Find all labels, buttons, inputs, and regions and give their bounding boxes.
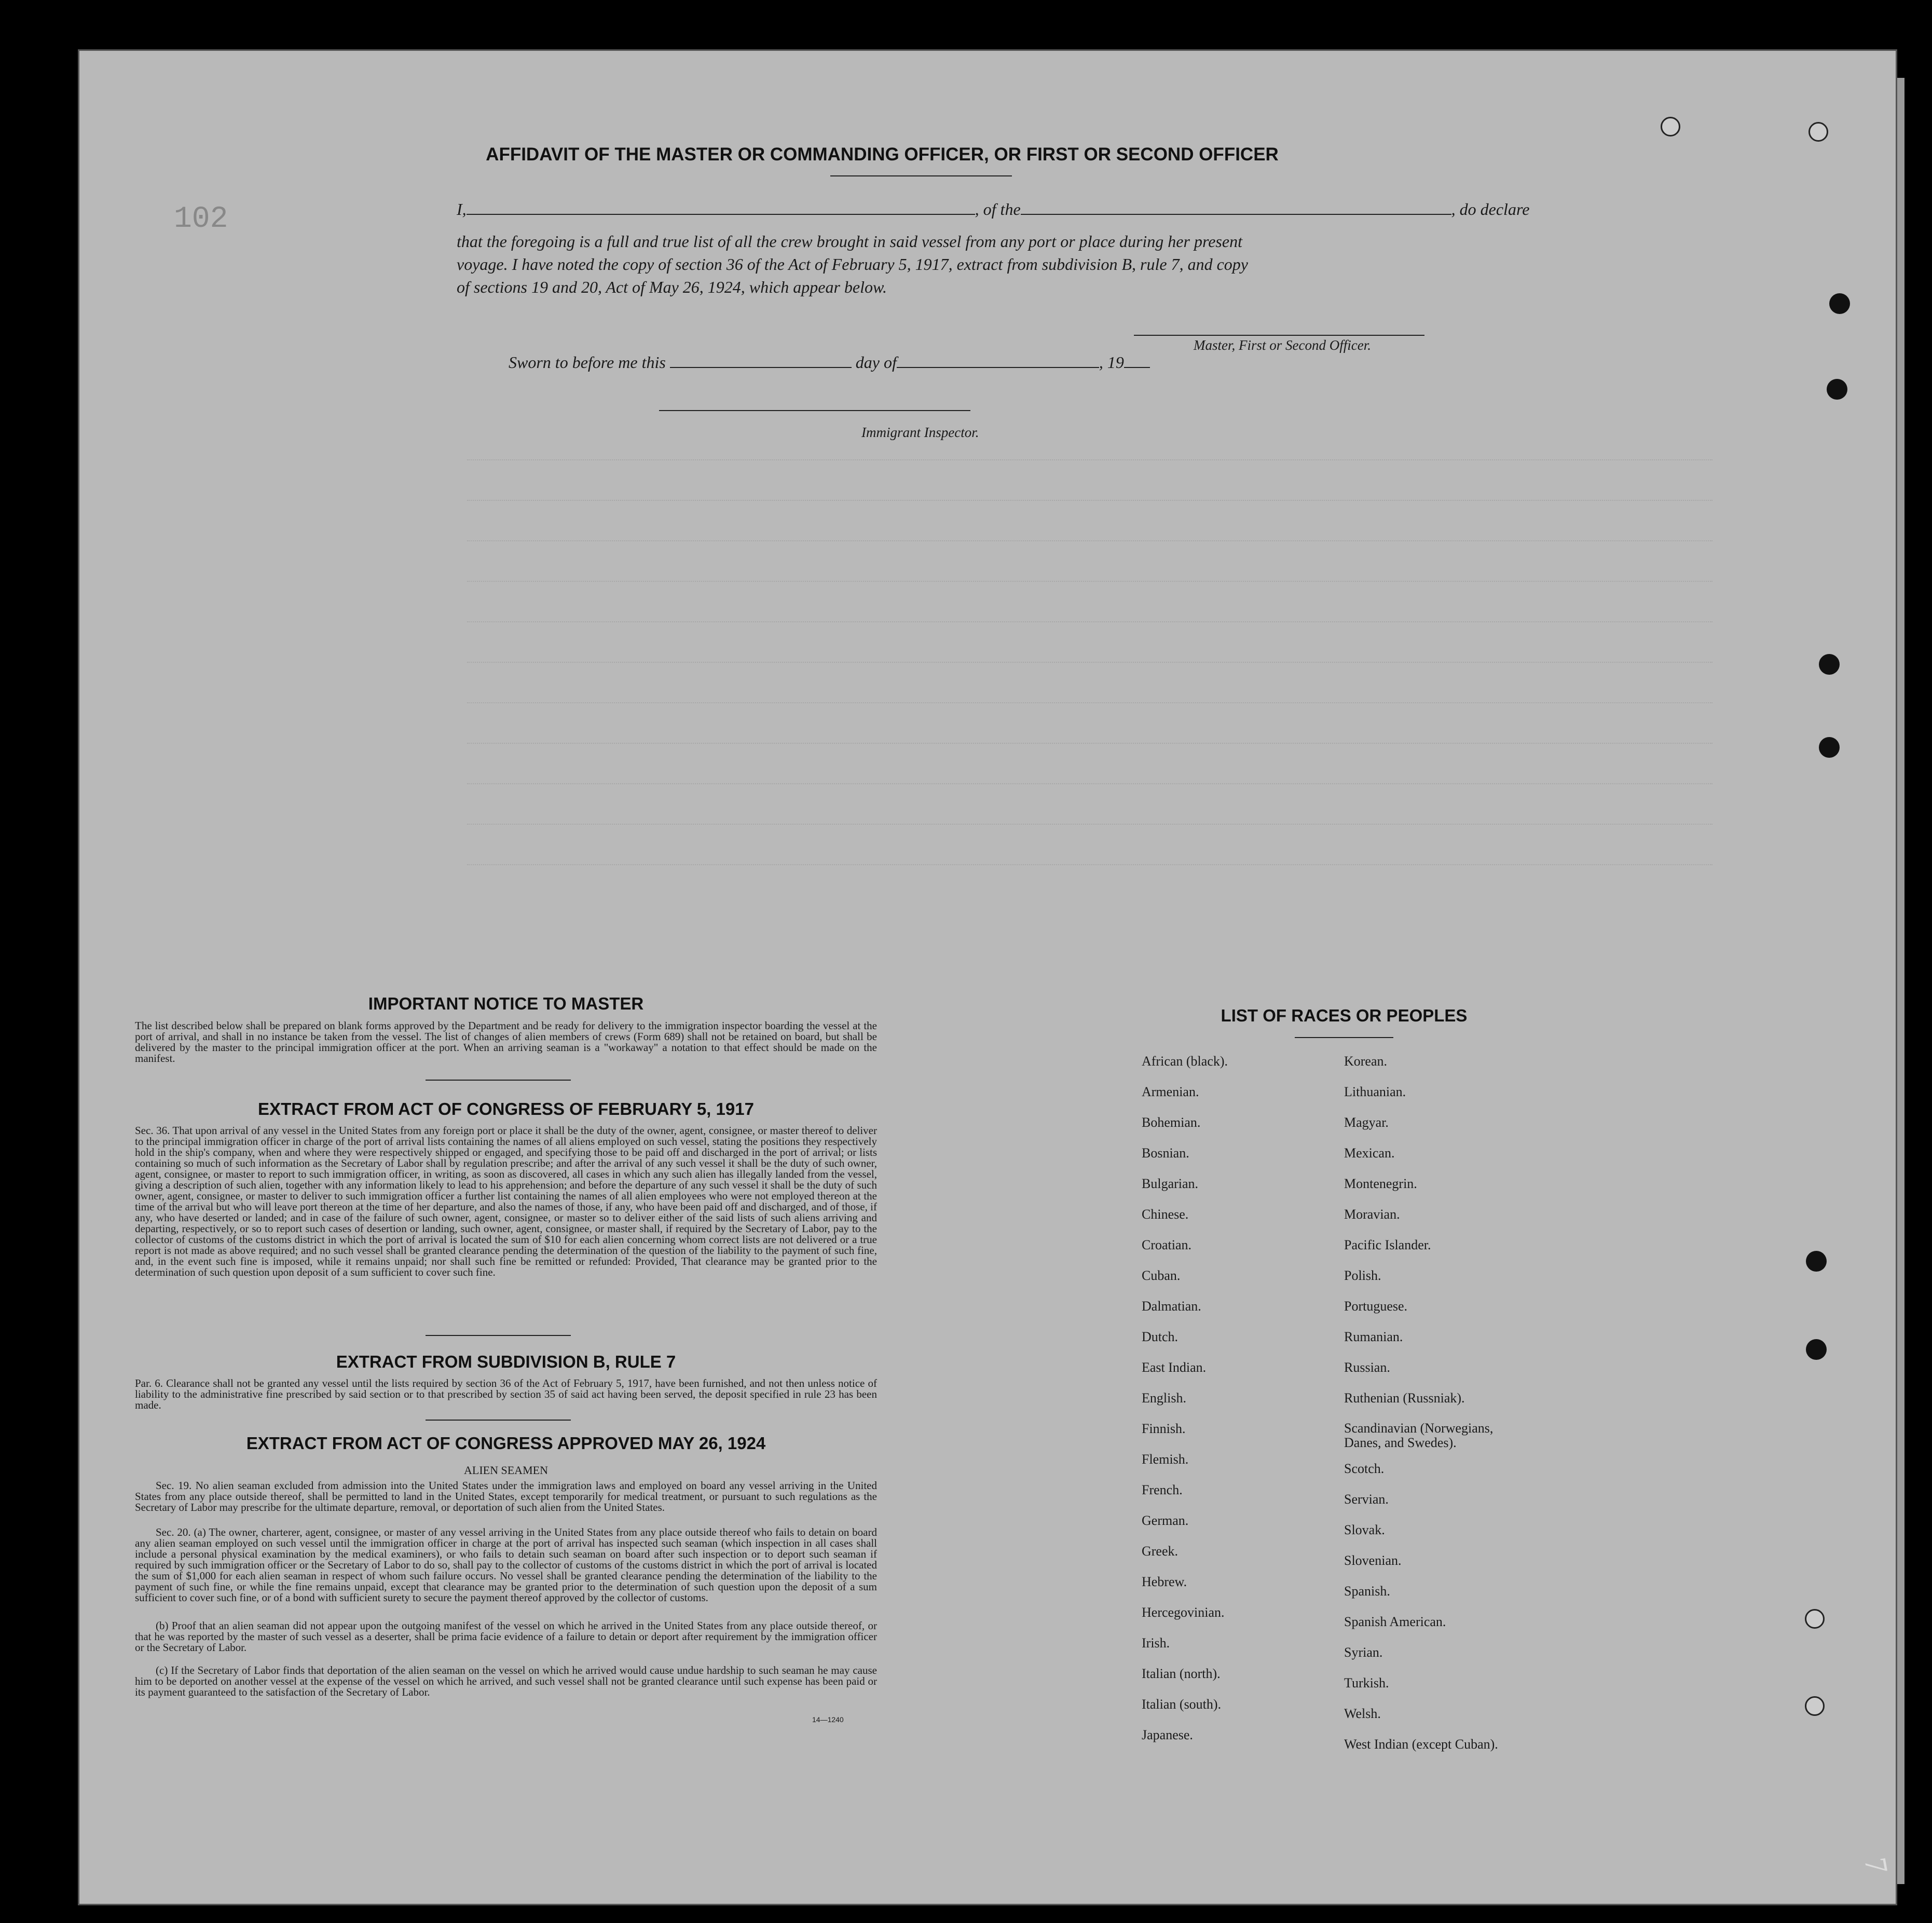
race-item: Flemish. <box>1142 1452 1189 1467</box>
race-item: Croatian. <box>1142 1237 1192 1252</box>
master-signature-line <box>1134 335 1424 336</box>
punch-hole <box>1829 293 1850 314</box>
race-item: Mexican. <box>1344 1145 1395 1161</box>
race-item: Polish. <box>1344 1268 1381 1283</box>
form-number: 14—1240 <box>812 1715 844 1724</box>
race-item: East Indian. <box>1142 1360 1207 1375</box>
extract-1917-title: EXTRACT FROM ACT OF CONGRESS OF FEBRUARY 5, 1917 <box>258 1099 754 1119</box>
race-item: English. <box>1142 1390 1186 1406</box>
race-item: Syrian. <box>1344 1645 1383 1660</box>
title-divider <box>830 175 1012 176</box>
race-item: Irish. <box>1142 1635 1170 1651</box>
section-divider <box>426 1335 571 1336</box>
notice-text: The list described below shall be prepared on blank forms approved by the Department and be ready for delivery to the immigration inspector boarding the vessel at the port of arrival, and shall in no instance be taken from the vessel. The list of changes of alien members of crews (Form 689) shall not be retained on board, but shall be delivered by the master to the principal immigration officer at the port. When an arriving seaman is a "workaway" a notation to that effect should be made on the manifest. <box>135 1019 877 1065</box>
extract-rule7-title: EXTRACT FROM SUBDIVISION B, RULE 7 <box>336 1352 676 1371</box>
punch-hole <box>1819 737 1840 758</box>
bleed-through-row <box>467 768 1712 784</box>
race-item: Slovenian. <box>1344 1553 1402 1568</box>
punch-hole <box>1819 654 1840 675</box>
section-20a-text: Sec. 20. (a) The owner, charterer, agent, consignee, or master of any vessel arriving in the United States from any place outside thereof who fails to detain on board any alien seaman employed on such vessel until the immigration officer in charge at the port of arrival has inspected such seaman (which inspection in all cases shall include a personal physical examination by the medical examiners), or who fails to detain such seaman on board after such inspection or to deport such seaman if required by such immigration officer or the Secretary of Labor to do so, shall pay to the collector of customs of the customs district in which the port of arrival is located the sum of $1,000 for each alien seaman in respect of whom such failure occurs. No vessel shall be granted clearance pending the determination of the liability to the payment of such fine, or while the fine remains unpaid, except that clearance may be granted prior to the determination of such question upon the deposit of a sum sufficient to cover such fine, or of a bond with sufficient surety to secure the payment thereof approved by the collector of customs. <box>135 1526 877 1604</box>
race-item: West Indian (except Cuban). <box>1344 1737 1498 1752</box>
punch-hole <box>1808 122 1828 142</box>
races-title-divider <box>1295 1037 1393 1038</box>
bleed-through-row <box>467 606 1712 622</box>
races-title: LIST OF RACES OR PEOPLES <box>1221 1006 1468 1025</box>
race-item: Portuguese. <box>1344 1299 1408 1314</box>
affidavit-declaration-line: I, , of the , do declare <box>457 200 1530 219</box>
race-item: Turkish. <box>1344 1675 1389 1690</box>
section-19-text: Sec. 19. No alien seaman excluded from admission into the United States under the immigration laws and employed on board any vessel arriving in the United States from any place outside thereof, shall be permitted to land in the United States, except temporarily for medical treatment, or pursuant to such regulations as the Secretary of Labor may prescribe for the ultimate departure, removal, or deportation of such alien from the United States. <box>135 1479 877 1513</box>
sworn-line: Sworn to before me this day of , 19 <box>509 353 1150 372</box>
extract-1924-subtitle: ALIEN SEAMEN <box>464 1464 548 1477</box>
bleed-through-row <box>467 687 1712 703</box>
race-item: Welsh. <box>1344 1706 1381 1721</box>
punch-hole <box>1806 1339 1827 1360</box>
inspector-signature-label: Immigrant Inspector. <box>861 425 979 440</box>
race-item: German. <box>1142 1513 1189 1528</box>
punch-hole <box>1805 1696 1825 1716</box>
bleed-through-row <box>467 727 1712 744</box>
page-number: 102 <box>174 202 228 236</box>
race-item: Bulgarian. <box>1142 1176 1199 1191</box>
section-divider <box>426 1080 571 1081</box>
race-item: Scandinavian (Norwegians, Danes, and Swedes). <box>1344 1421 1493 1450</box>
race-item: Italian (south). <box>1142 1697 1222 1712</box>
race-item: Moravian. <box>1344 1207 1400 1222</box>
race-item: African (black). <box>1142 1054 1228 1069</box>
race-item: Servian. <box>1344 1492 1389 1507</box>
race-item: Chinese. <box>1142 1207 1189 1222</box>
extract-rule7-text: Par. 6. Clearance shall not be granted any vessel until the lists required by section 36 of the Act of February 5, 1917, have been furnished, and not then unless notice of liability to the administrative fine prescribed by said section or to that prescribed by section 35 of said act having been served, the deposit specified in rule 23 has been made. <box>135 1377 877 1411</box>
punch-hole <box>1805 1609 1825 1629</box>
race-item: French. <box>1142 1482 1183 1497</box>
race-item: Korean. <box>1344 1054 1388 1069</box>
bleed-through-row <box>467 808 1712 825</box>
race-item: Pacific Islander. <box>1344 1237 1431 1252</box>
section-divider <box>426 1420 571 1421</box>
race-item: Greek. <box>1142 1544 1179 1559</box>
race-item: Montenegrin. <box>1344 1176 1417 1191</box>
notice-title: IMPORTANT NOTICE TO MASTER <box>368 994 644 1013</box>
race-item: Dutch. <box>1142 1329 1179 1344</box>
race-item: Slovak. <box>1344 1522 1385 1537</box>
bleed-through-row <box>467 444 1712 460</box>
race-item: Dalmatian. <box>1142 1299 1201 1314</box>
section-20b-text: (b) Proof that an alien seaman did not appear upon the outgoing manifest of the vessel on which he arrived in the United States from any place outside thereof, or that he was reported by the master of such vessel as a deserter, shall be prima facie evidence of a failure to detain or deport after requirement by the immigration officer or the Secretary of Labor. <box>135 1619 877 1654</box>
bleed-through-row <box>467 525 1712 541</box>
punch-hole <box>1661 117 1680 137</box>
race-item: Hercegovinian. <box>1142 1605 1225 1620</box>
corner-mark: 7 <box>1858 1854 1895 1876</box>
race-item: Italian (north). <box>1142 1666 1221 1681</box>
race-item: Scotch. <box>1344 1461 1385 1476</box>
punch-hole <box>1827 379 1847 400</box>
race-item: Spanish American. <box>1344 1614 1446 1629</box>
race-item: Japanese. <box>1142 1727 1193 1742</box>
race-item: Armenian. <box>1142 1084 1199 1099</box>
race-item: Spanish. <box>1344 1584 1390 1599</box>
bleed-through-row <box>467 646 1712 663</box>
bleed-through-row <box>467 565 1712 582</box>
race-item: Ruthenian (Russniak). <box>1344 1390 1465 1406</box>
master-signature-label: Master, First or Second Officer. <box>1194 337 1371 353</box>
race-item: Cuban. <box>1142 1268 1181 1283</box>
extract-1917-text: Sec. 36. That upon arrival of any vessel in the United States from any foreign port or place it shall be the duty of the owner, agent, consignee, or master thereof to deliver to the principal immigration officer in charge of the port of arrival lists containing the names of all aliens employed on such vessel, stating the positions they respectively hold in the ship's company, when and where they were respectively shipped or engaged, and specifying those to be paid off and discharged in the port of arrival; or lists containing so much of such information as the Secretary of Labor shall by regulation prescribe; and after the arrival of any such vessel it shall be the duty of such owner, agent, consignee, or master to report to such immigration officer, in writing, as soon as discovered, all cases in which any such alien has illegally landed from the vessel, giving a description of such alien, together with any information likely to lead to his apprehension; and before the departure of any such vessel it shall be the duty of such owner, agent, consignee, or master to deliver to such immigration officer a further list containing the names of all alien employees who were not employed thereon at the time of the arrival but who will leave port thereon at the time of her departure, and also the names of those, if any, who have been paid off and discharged, and of those, if any, who have deserted or landed; and in case of the failure of such owner, agent, consignee, or master so to deliver either of the said lists of such aliens arriving and departing, respectively, or so to report such cases of desertion or landing, such owner, agent, consignee, or master shall, if required by the Secretary of Labor, pay to the collector of customs of the customs district in which the port of arrival is located the sum of $10 for each alien concerning whom correct lists are not delivered or a true report is not made as above required; and no such vessel shall be granted clearance pending the determination of the question of the liability to the payment of such fine, and, in the event such fine is imposed, while it remains unpaid; nor shall such fine be remitted or refunded: Provided, That clearance may be granted prior to the determination of such question upon deposit of a sum sufficient to cover such fine. <box>135 1124 877 1278</box>
section-20c-text: (c) If the Secretary of Labor finds that deportation of the alien seaman on the vessel on which he arrived would cause undue hardship to such seaman he may cause him to be deported on another vessel at the expense of the vessel on which he arrived, and such vessel shall not be granted clearance until such expense has been paid or its payment guaranteed to the satisfaction of the Secretary of Labor. <box>135 1664 877 1698</box>
race-item: Russian. <box>1344 1360 1390 1375</box>
race-item: Bohemian. <box>1142 1115 1201 1130</box>
extract-1924-title: EXTRACT FROM ACT OF CONGRESS APPROVED MAY 26, 1924 <box>246 1434 766 1453</box>
inspector-signature-line <box>659 410 970 411</box>
race-item: Hebrew. <box>1142 1574 1187 1589</box>
affidavit-title: AFFIDAVIT OF THE MASTER OR COMMANDING OFFICER, OR FIRST OR SECOND OFFICER <box>486 144 1279 165</box>
bleed-through-row <box>467 849 1712 865</box>
punch-hole <box>1806 1251 1827 1272</box>
race-item: Rumanian. <box>1344 1329 1403 1344</box>
race-item: Finnish. <box>1142 1421 1186 1436</box>
race-item: Lithuanian. <box>1344 1084 1406 1099</box>
bleed-through-row <box>467 484 1712 501</box>
race-item: Magyar. <box>1344 1115 1389 1130</box>
affidavit-body: that the foregoing is a full and true list of all the crew brought in said vessel from any port or place during her present voyage. I have noted the copy of section 36 of the Act of February 5, 1917, extract from subdivision B, rule 7, and copy of sections 19 and 20, Act of May 26, 1924, which appear below. <box>457 232 1248 296</box>
race-item: Bosnian. <box>1142 1145 1189 1161</box>
